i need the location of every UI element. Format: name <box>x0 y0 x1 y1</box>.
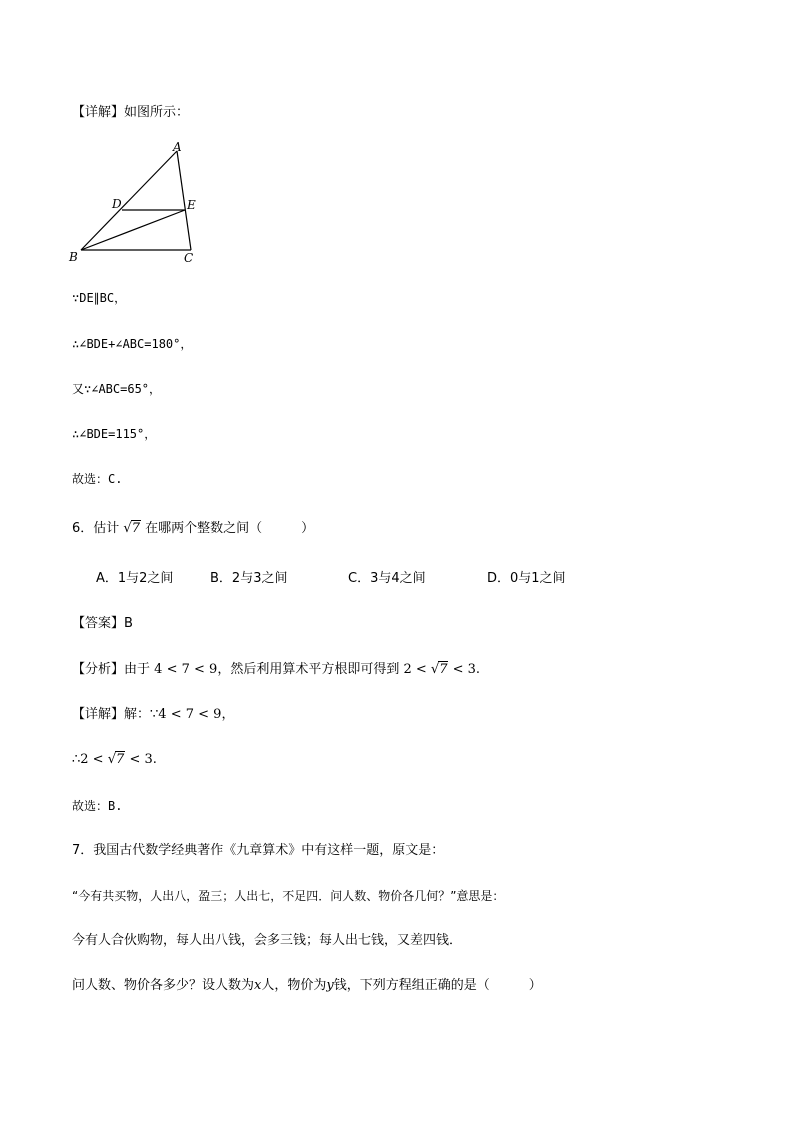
label-b: B <box>69 250 78 264</box>
detail-inequality: 4 < 7 < 9 <box>158 707 222 722</box>
q6-stem <box>72 520 314 538</box>
sqrt-7: √7 <box>107 752 125 767</box>
proof-line-5: 故选：C. <box>72 472 123 486</box>
proof-line-1: ∵DE∥BC， <box>72 291 127 305</box>
option-c[interactable]: C．3与4之间 <box>348 571 426 586</box>
q6-prefix: 6．估计 <box>72 521 120 536</box>
analysis-mid: ，然后利用算术平方根即可得到 <box>217 662 400 677</box>
option-d[interactable]: D．0与1之间 <box>487 571 566 586</box>
sqrt-radicand: 7 <box>116 752 125 767</box>
analysis-pre: 由于 <box>124 662 151 677</box>
label-e: E <box>187 198 196 212</box>
q7-line-3: 今有人合伙购物，每人出八钱，会多三钱；每人出七钱，又差四钱． <box>72 933 463 948</box>
therefore-end: . <box>152 752 157 767</box>
proof-line-3: 又∵∠ABC=65°， <box>72 382 162 396</box>
answer-label: 【答案】 <box>72 616 125 631</box>
analysis-end: . <box>475 662 481 677</box>
detail-header <box>72 104 189 122</box>
proof-line-2: ∴∠BDE+∠ABC=180°， <box>72 337 193 351</box>
proof-line-4: ∴∠BDE=115°， <box>72 427 157 441</box>
segment-be <box>81 210 185 250</box>
triangle-figure <box>68 140 208 265</box>
q6-analysis <box>72 661 480 679</box>
therefore-symbol: ∴ <box>72 752 81 767</box>
q6-detail <box>72 706 234 724</box>
analysis-result-left: 2 < <box>403 662 427 677</box>
var-y: y <box>326 978 334 993</box>
detail-label: 【详解】 <box>72 707 125 722</box>
q7-line-4-c: 钱，下列方程组正确的是（ ） <box>333 978 542 993</box>
q7-line-4-b: 人，物价为 <box>261 978 327 993</box>
q6-suffix: 在哪两个整数之间（ ） <box>145 521 315 536</box>
sqrt-radicand: 7 <box>439 662 448 677</box>
answer-value: B <box>124 616 133 631</box>
analysis-label: 【分析】 <box>72 662 125 677</box>
sqrt-7: √7 <box>430 662 448 677</box>
q7-line-4-a: 问人数、物价各多少？设人数为 <box>72 978 255 993</box>
q7-line-1: 7．我国古代数学经典著作《九章算术》中有这样一题，原文是： <box>72 843 445 858</box>
q6-choose: 故选：B. <box>72 799 123 813</box>
detail-end: ， <box>221 707 235 722</box>
analysis-inequality: 4 < 7 < 9 <box>154 662 218 677</box>
sqrt-radicand: 7 <box>131 521 140 536</box>
detail-text: 如图所示： <box>124 105 190 120</box>
therefore-right: < 3 <box>129 752 153 767</box>
label-d: D <box>112 197 122 211</box>
q7-line-2: “今有共买物，人出八，盈三；人出七，不足四．问人数、物价各几何？”意思是： <box>72 889 505 903</box>
label-c: C <box>184 251 194 265</box>
q6-therefore <box>72 751 157 769</box>
detail-label: 【详解】 <box>72 105 125 120</box>
therefore-left: 2 < <box>80 752 104 767</box>
side-ab <box>81 151 177 250</box>
sqrt-7: √7 <box>123 521 140 536</box>
q6-answer <box>72 615 133 633</box>
analysis-result-right: < 3 <box>452 662 476 677</box>
option-a[interactable]: A．1与2之间 <box>96 571 174 586</box>
q7-line-4 <box>72 977 542 995</box>
label-a: A <box>173 140 182 154</box>
detail-pre: 解：∵ <box>124 707 159 722</box>
option-b[interactable]: B．2与3之间 <box>210 571 288 586</box>
var-x: x <box>254 978 262 993</box>
